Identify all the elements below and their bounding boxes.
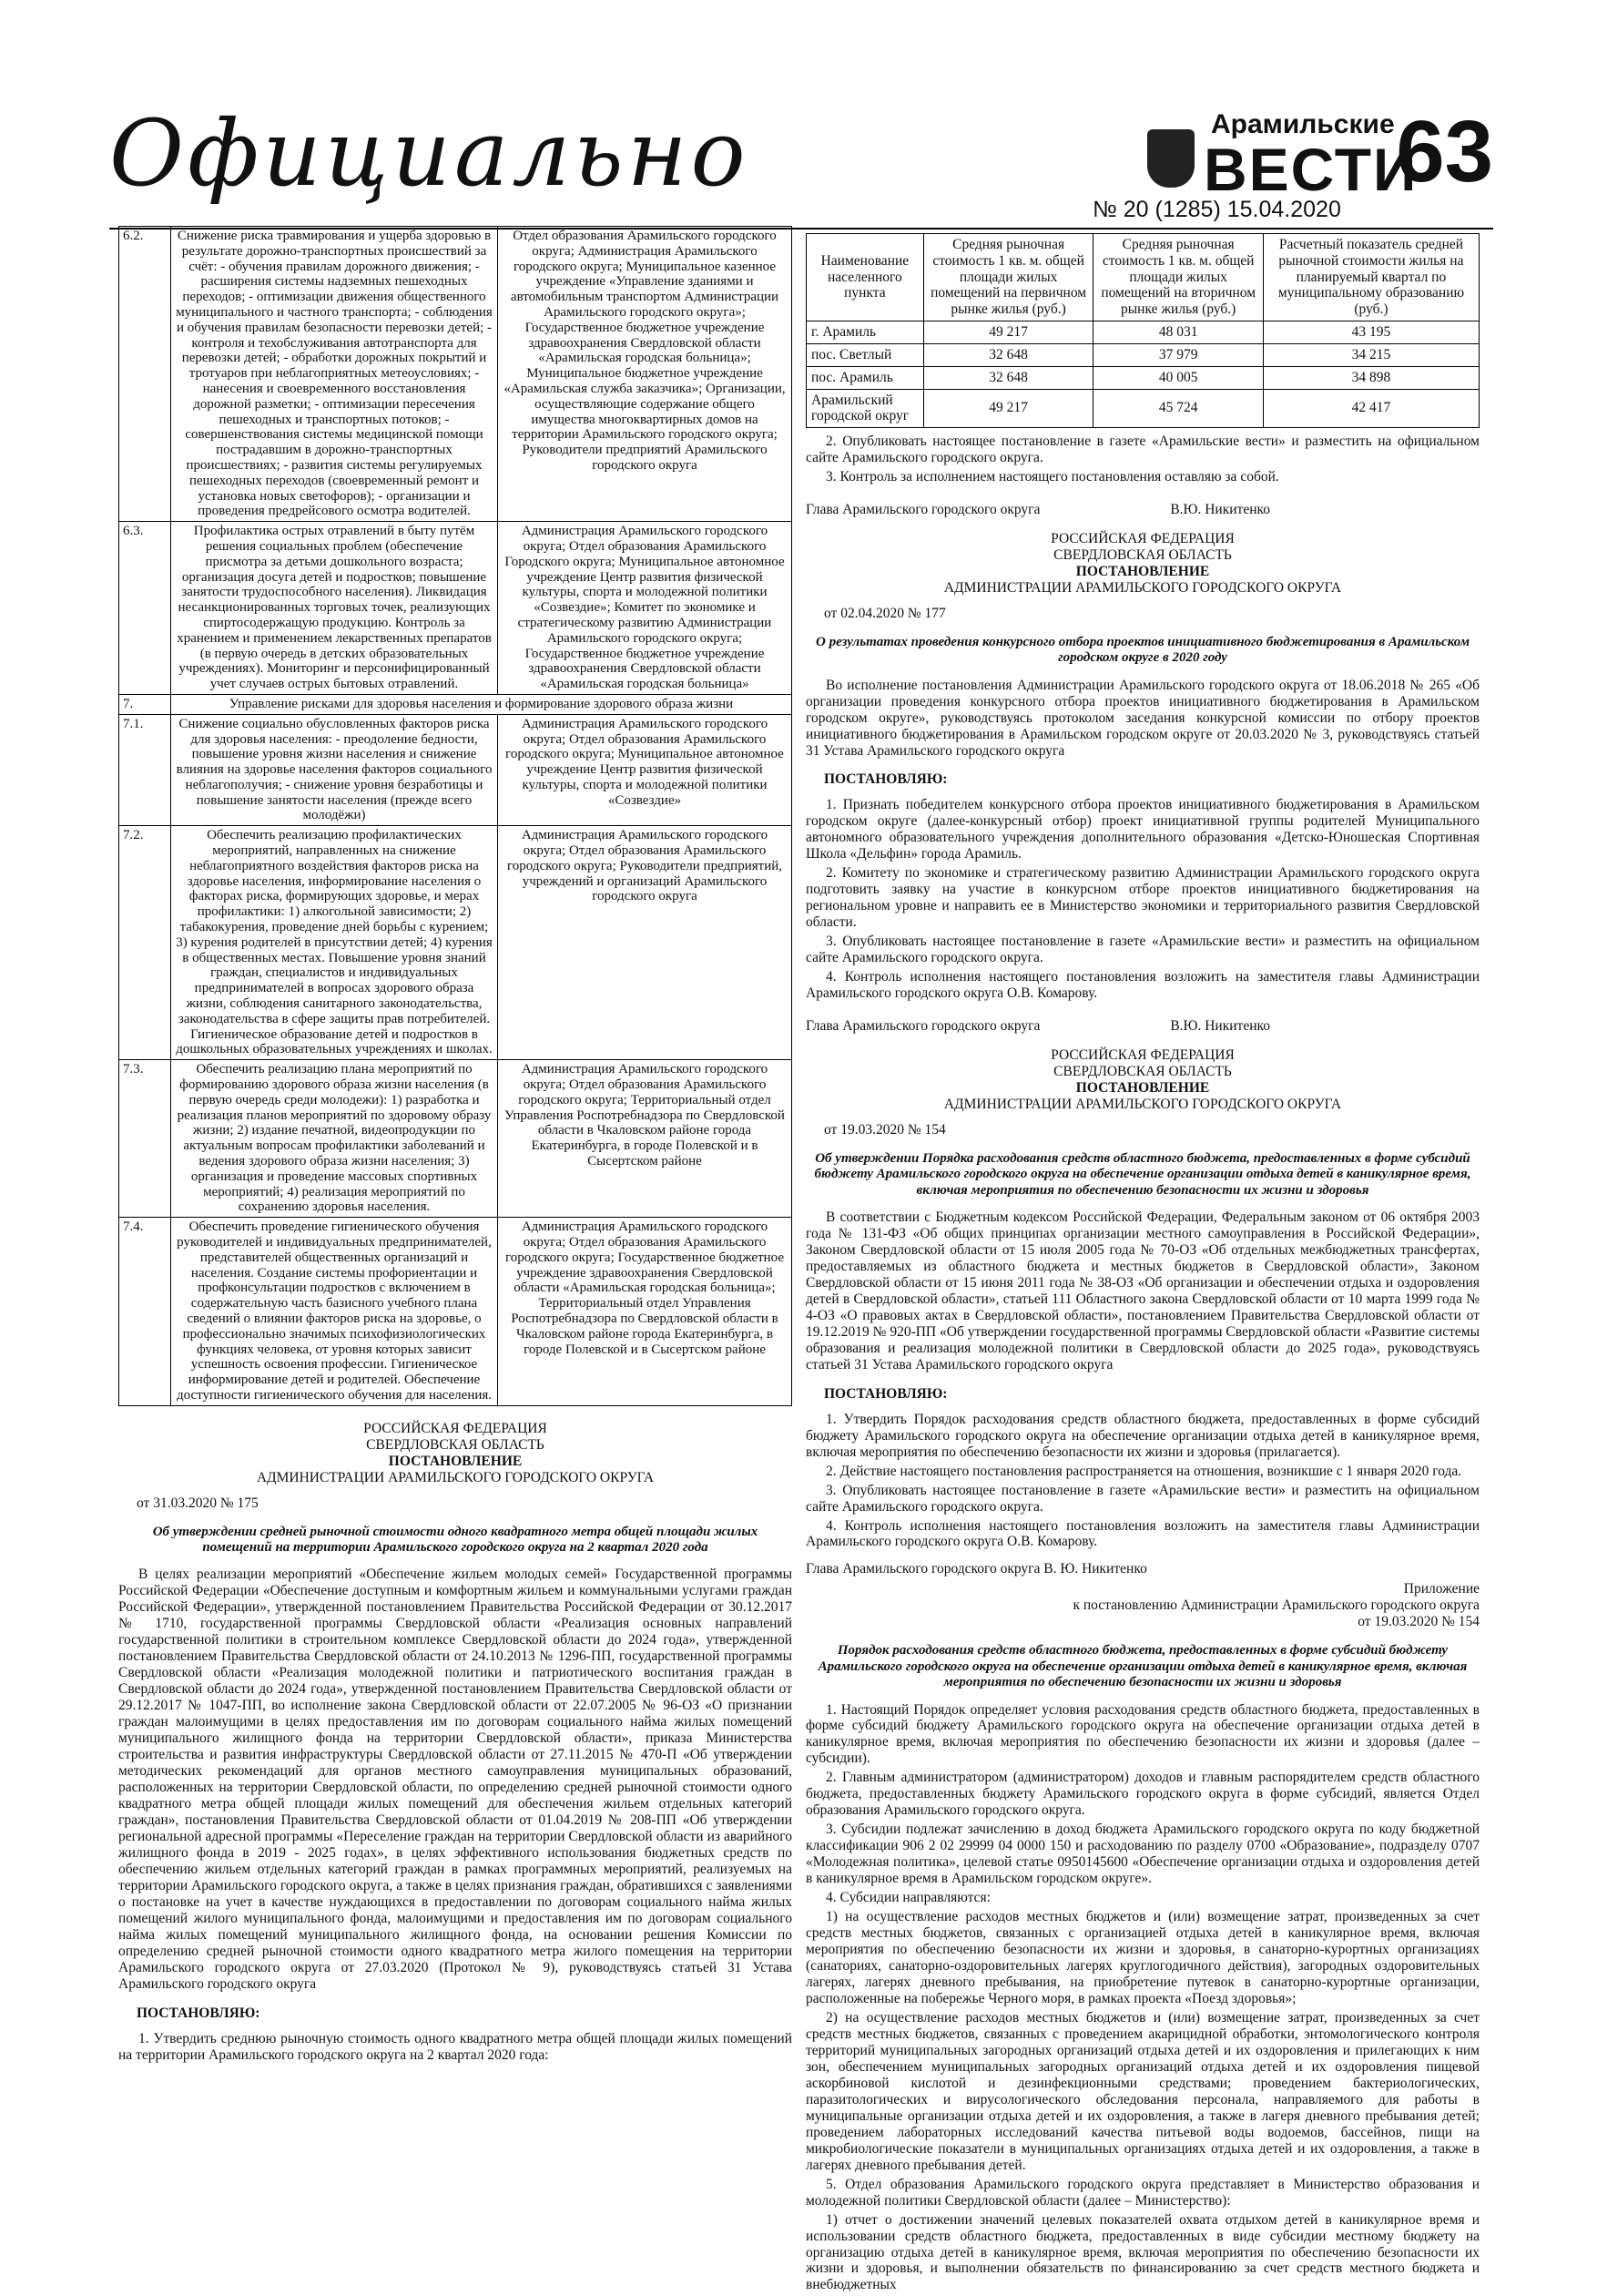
page-header (109, 91, 1493, 222)
section-title: Официально (109, 100, 749, 207)
executor-cell: Администрация Арамильского городского округа; Отдел образования Арамильского городского округа; Территориальный отдел Управления Роспотребнадзора по Свердловской области в Чкаловском районе города Екатеринбурга, в городе Полевской и в Сысертском районе (498, 1060, 792, 1218)
decree-title: О результатах проведения конкурсного отбора проектов инициативного бюджетирования в Арамильском городском округе в 2020 году (815, 634, 1470, 666)
column-header: Средняя рыночная стоимость 1 кв. м. общей площади жилых помещений на вторичном рынке жилья (руб.) (1093, 234, 1263, 321)
signature-line: Глава Арамильского городского округа В. Ю. Никитенко (806, 1561, 1147, 1577)
table-row (807, 366, 1480, 389)
executor-cell: Администрация Арамильского городского округа; Отдел образования Арамильского городского округа; Государственное бюджетное учреждение здравоохранения Свердловской области «Арамильская городская больница»; Территориальный отдел Управления Роспотребнадзора по Свердловской области в Чкаловском районе города Екатеринбурга, в городе Полевской и в Сысертском районе (498, 1218, 792, 1406)
row-number: 7.1. (119, 714, 171, 826)
decree-title: Об утверждении Порядка расходования средств областного бюджета, предоставленных в форме субсидий бюджету Арамильского городского округа на обеспечение организации отдыха детей в каникулярное время, включая мероприятия по обеспечению безопасности их жизни и здоровья (814, 1150, 1471, 1198)
decree-body: Во исполнение постановления Администрации Арамильского городского округа от 18.06.2018 № 265 «Об организации проведения конкурсного отбора проектов инициативного бюджетирования в Арамильском городском округе», руководствуясь протоколом заседания конкурсной комиссии по отбору проектов инициативного бюджетирования в Арамильском городском округе от 20.03.2020 № 3, руководствуясь статьей 31 Устава Арамильского городского округа (806, 677, 1480, 759)
annex-item: 2. Главным администратором (администратором) доходов и главным распорядителем средств областного бюджета, предоставленных бюджету Арамильского городского округа в форме субсидий, является Отдел образования Арамильского городского округа. (806, 1770, 1480, 1819)
price-cell: 40 005 (1093, 366, 1263, 389)
decree-header-line: СВЕРДЛОВСКАЯ ОБЛАСТЬ (366, 1436, 544, 1453)
decree-item: 2. Комитету по экономике и стратегическому развитию Администрации Арамильского городского округа подготовить заявку на участие в конкурсном отборе проектов инициативного бюджетирования на региональном уровне и направить ее в Министерство экономики и территориального развития Свердловской области. (806, 865, 1480, 931)
decree-item: 3. Опубликовать настоящее постановление в газете «Арамильские вести» и разместить на официальном сайте Арамильского городского округа. (806, 934, 1480, 966)
decree-item: 4. Контроль исполнения настоящего постановления возложить на заместителя главы Администрации Арамильского городского округа О.В. Комарову. (806, 1517, 1480, 1550)
table-row (807, 389, 1480, 428)
decree-item: 3. Контроль за исполнением настоящего постановления оставляю за собой. (826, 469, 1279, 485)
annex-item: 5. Отдел образования Арамильского городского округа представляет в Министерство образования и молодежной политики Свердловской области (далее – Министерство): (806, 2176, 1480, 2209)
locality-cell: Арамильский городской округ (807, 389, 924, 428)
decree-header-line: АДМИНИСТРАЦИИ АРАМИЛЬСКОГО ГОРОДСКОГО ОКРУГА (943, 579, 1342, 596)
decree-date: от 19.03.2020 № 154 (824, 1121, 946, 1138)
decree-body: В целях реализации мероприятий «Обеспечение жильем молодых семей» Государственной программы Российской Федерации «Обеспечение доступным и комфортным жильем и коммунальными услугами граждан Российской Федерации», утвержденной постановлением Правительства Российской Федерации от 30.12.2017 № 1710, государственной программы Свердловской области «Реализация основных направлений государственной политики в строительном комплексе Свердловской области до 2024 года», утвержденной постановлением Правительства Свердловской области от 24.10.2013 № 1296-ПП, государственной программы Свердловской области «Реализация молодежной политики и патриотического воспитания граждан в Свердловской области до 2024 года», утвержденной постановлением Правительства Свердловской области от 29.12.2017 № 1047-ПП, во исполнение закона Свердловской области от 22.07.2005 № 96-ОЗ «О признании граждан малоимущими в целях предоставления им по договорам социального найма жилых помещений муниципального жилищного фонда на территории Свердловской области», приказа Министерства строительства и развития инфраструктуры Свердловской области от 27.11.2015 № 470-П «Об утверждении методических рекомендаций для органов местного самоуправления муниципальных образований, расположенных на территории Свердловской области, по определению средней рыночной стоимости одного квадратного метра общей площади жилых помещений для обеспечения жильем отдельных категорий граждан», постановления Правительства Свердловской области от 01.04.2019 № 208-ПП «Об утверждении региональной адресной программы «Переселение граждан на территории Свердловской области из аварийного жилищного фонда в 2019 - 2025 годах», в целях эффективного использования бюджетных средств по обеспечению жильем отдельных категорий граждан в рамках программных мероприятий, реализуемых на территории Арамильского городского округа, а также в целях признания граждан, обратившихся с заявлениями о постановке на учет в качестве нуждающихся в предоставлении по договорам социального найма жилых помещений жилого муниципального фонда, малоимущими и предоставления им по договорам социального найма жилых помещений муниципального жилищного фонда, на основании решения Комиссии по определению средней рыночной стоимости одного квадратного метра жилого помещения на территории Арамильского городского округа от 27.03.2020 (Протокол № 9), руководствуясь статьей 31 Устава Арамильского городского округа (118, 1566, 792, 1992)
table-row (119, 1060, 792, 1218)
annex-item: 1) отчет о достижении значений целевых показателей охвата отдыхом детей в каникулярное время и использовании средств областного бюджета, предоставленных в виде субсидии местному бюджету на организацию отдыха детей в каникулярное время, включая мероприятия по обеспечению безопасности их жизни и здоровья, и выполнении обязательств по финансированию за счет средств местного бюджета и внебюджетных (806, 2211, 1480, 2293)
decree-item: 4. Контроль исполнения настоящего постановления возложить на заместителя главы Администрации Арамильского городского округа О.В. Комарову. (806, 969, 1480, 1002)
measure-cell: Обеспечить реализацию плана мероприятий по формированию здорового образа жизни населения (в первую очередь среди молодежи): 1) разработка и реализация планов мероприятий по здоровому образу жизни; 2) издание печатной, видеопродукции по актуальным вопросам профилактики заболеваний и ведения здорового образа жизни населения; 3) организация и проведение массовых спортивных мероприятий; 4) реализация мероприятий по сохранению здоровья населения. (171, 1060, 498, 1218)
table-row (807, 321, 1480, 344)
price-cell: 43 195 (1263, 321, 1479, 344)
measure-cell: Снижение социально обусловленных факторов риска для здоровья населения: - преодоление бедности, повышение уровня жизни населения и снижение влияния на здоровье населения факторов социального неблагополучия; - снижение уровня безработицы и повышение занятости населения (прежде всего молодёжи) (171, 714, 498, 826)
logo-top-text: Арамильские (1211, 109, 1395, 139)
price-cell: 37 979 (1093, 343, 1263, 366)
decree-177 (806, 531, 1480, 1035)
price-cell: 34 898 (1263, 366, 1479, 389)
table-row (119, 714, 792, 826)
price-cell: 34 215 (1263, 343, 1479, 366)
row-number: 7.2. (119, 826, 171, 1060)
decree-resolve: ПОСТАНОВЛЯЮ: (137, 2005, 260, 2021)
decree-header-line: РОССИЙСКАЯ ФЕДЕРАЦИЯ (1051, 531, 1235, 546)
signature-line (806, 502, 1480, 518)
measures-table (118, 226, 792, 1406)
price-cell: 32 648 (923, 366, 1093, 389)
annex-label: от 19.03.2020 № 154 (1358, 1614, 1480, 1630)
price-table (806, 233, 1480, 428)
measure-cell: Снижение риска травмирования и ущерба здоровью в результате дорожно-транспортных происшествий за счёт: - обучения правилам дорожного движения; - расширения системы надземных пешеходных переходов; - оптимизации движения общественного муниципального и частного транспорта; - соблюдения и обучения правилам безопасности перевозки детей; - контроля и техобслуживания автотранспорта для перевозки детей; - обработки дорожных покрытий и тротуаров при неблагоприятных метеоусловиях; - нанесения и своевременного восстановления дорожной разметки; - оптимизации пересечения пешеходных и транспортных потоков; - совершенствования системы медицинской помощи пострадавшим в дорожно-транспортных происшествиях; - развития системы регулируемых пешеходных переходов (своевременный ремонт и установка новых светофоров); - организации и проведения предрейсового осмотра водителей. (171, 227, 498, 522)
decree-header-line: РОССИЙСКАЯ ФЕДЕРАЦИЯ (1051, 1047, 1235, 1064)
right-column (806, 226, 1480, 2296)
price-cell: 48 031 (1093, 321, 1263, 344)
decree-item: 1. Утвердить Порядок расходования средств областного бюджета, предоставленных в форме субсидий бюджету Арамильского городского округа на обеспечение организации отдыха детей в каникулярное время, включая мероприятия по обеспечению безопасности их жизни и здоровья (прилагается). (806, 1411, 1480, 1460)
table-row (807, 343, 1480, 366)
decree-header-line: ПОСТАНОВЛЕНИЕ (1075, 1079, 1210, 1096)
decree-header-line: ПОСТАНОВЛЕНИЕ (1075, 563, 1210, 579)
decree-date: от 02.04.2020 № 177 (824, 605, 946, 621)
decree-item: 1. Утвердить среднюю рыночную стоимость одного квадратного метра общей площади жилых помещений на территории Арамильского городского округа на 2 квартал 2020 года: (118, 2030, 792, 2063)
decree-header-line: РОССИЙСКАЯ ФЕДЕРАЦИЯ (363, 1420, 547, 1436)
executor-cell: Администрация Арамильского городского округа; Отдел образования Арамильского Городского округа; Муниципальное автономное учреждение Центр развития физической культуры, спорта и молодежной политики «Созвездие»; Комитет по экономике и стратегическому развитию Администрации Арамильского городского округа; Государственное бюджетное учреждение здравоохранения Свердловской области «Арамильская городская больница» (498, 522, 792, 695)
logo-main-text: ВЕСТИ (1204, 136, 1419, 203)
page-number: 63 (1396, 103, 1493, 200)
annex-label: к постановлению Администрации Арамильского городского округа (1073, 1597, 1480, 1614)
row-number: 6.3. (119, 522, 171, 695)
decree-title: Об утверждении средней рыночной стоимости одного квадратного метра общей площади жилых помещений на территории Арамильского городского округа на 2 квартал 2020 года (152, 1524, 758, 1555)
issue-info: № 20 (1285) 15.04.2020 (1093, 197, 1341, 222)
decree-header-line: СВЕРДЛОВСКАЯ ОБЛАСТЬ (1053, 546, 1232, 563)
decree-item: 1. Признать победителем конкурсного отбора проектов инициативного бюджетирования в Арамильском городском округе (далее-конкурсный отбор) проект инициативной группы родителей Муниципального автономного образовательного учреждения дополнительного образования «Детско-Юношеская Спортивная Школа «Дельфин» города Арамиль. (806, 797, 1480, 862)
price-cell: 42 417 (1263, 389, 1479, 428)
section-heading: Управление рисками для здоровья населения и формирование здорового образа жизни (171, 694, 792, 714)
decree-item: 3. Опубликовать настоящее постановление в газете «Арамильские вести» и разместить на официальном сайте Арамильского городского округа. (806, 1482, 1480, 1515)
decree-header-line: СВЕРДЛОВСКАЯ ОБЛАСТЬ (1053, 1064, 1232, 1079)
price-cell: 49 217 (923, 321, 1093, 344)
column-header: Расчетный показатель средней рыночной стоимости жилья на планируемый квартал по муниципальному образованию (руб.) (1263, 234, 1479, 321)
decree-item: 2. Действие настоящего постановления распространяется на отношения, возникшие с 1 января 2020 года. (826, 1463, 1462, 1479)
locality-cell: пос. Светлый (807, 343, 924, 366)
price-cell: 49 217 (923, 389, 1093, 428)
price-cell: 32 648 (923, 343, 1093, 366)
row-number: 6.2. (119, 227, 171, 522)
annex-item: 4. Субсидии направляются: (826, 1890, 991, 1906)
measure-cell: Обеспечить проведение гигиенического обучения руководителей и индивидуальных предпринимателей, представителей общественных организаций и населения. Создание системы профориентации и профконсультации подростков с включением в содержательную часть базисного учебного плана сведений о влиянии факторов риска на здоровье, о профессионально значимых психофизиологических функциях человека, от уровня которых зависит успешность освоения профессии. Гигиеническое информирование детей и родителей. Обеспечение доступности гигиенического обучения для населения. (171, 1218, 498, 1406)
city-emblem-icon (1147, 129, 1195, 188)
decree-header-line: АДМИНИСТРАЦИИ АРАМИЛЬСКОГО ГОРОДСКОГО ОКРУГА (943, 1096, 1342, 1112)
decree-header-line: ПОСТАНОВЛЕНИЕ (388, 1453, 523, 1469)
decree-date: от 31.03.2020 № 175 (137, 1495, 259, 1511)
annex-title: Порядок расходования средств областного бюджета, предоставленных в форме субсидий бюджету Арамильского городского округа на обеспечение организации отдыха детей в каникулярное время, включая мероприятия по обеспечению безопасности их жизни и здоровья (818, 1643, 1468, 1690)
signature-role: Глава Арамильского городского округа (806, 1018, 1041, 1035)
annex-item: 1. Настоящий Порядок определяет условия расходования средств областного бюджета, предоставленных в форме субсидий бюджету Арамильского городского округа на обеспечение организации отдыха детей в каникулярное время, включая мероприятия по обеспечению безопасности их жизни и здоровья (далее – субсидии). (806, 1701, 1480, 1767)
column-header: Средняя рыночная стоимость 1 кв. м. общей площади жилых помещений на первичном рынке жилья (руб.) (923, 234, 1093, 321)
row-number: 7.3. (119, 1060, 171, 1218)
locality-cell: г. Арамиль (807, 321, 924, 344)
column-header: Наименование населенного пункта (807, 234, 924, 321)
decree-154 (806, 1047, 1480, 2293)
table-row (119, 694, 792, 714)
table-row (119, 522, 792, 695)
signature-name: В.Ю. Никитенко (1170, 502, 1270, 518)
annex-label: Приложение (1403, 1581, 1480, 1597)
table-row (119, 1218, 792, 1406)
signature-line (806, 1018, 1480, 1035)
decree-header-line: АДМИНИСТРАЦИИ АРАМИЛЬСКОГО ГОРОДСКОГО ОКРУГА (256, 1469, 655, 1485)
signature-role: Глава Арамильского городского округа (806, 502, 1041, 518)
left-column (118, 226, 792, 2066)
decree-resolve: ПОСТАНОВЛЯЮ: (824, 1385, 948, 1402)
annex-items (806, 1702, 1480, 2294)
decree-175 (118, 1421, 792, 2064)
executor-cell: Администрация Арамильского городского округа; Отдел образования Арамильского городского округа; Руководители предприятий, учреждений и организаций Арамильского городского округа (498, 826, 792, 1060)
annex-item: 1) на осуществление расходов местных бюджетов и (или) возмещение затрат, произведенных за счет средств местных бюджетов, связанных с организацией отдыха детей в каникулярное время, включая мероприятия по обеспечению безопасности их жизни и здоровья, в санаторно-курортных организациях (санаториях, санаторно-оздоровительных лагерях круглогодичного действия), загородных оздоровительных лагерях, лагерях дневного пребывания, на приобретение путевок в санаторно-курортные организации, расположенные на побережье Черного моря, в рамках проекта «Поезд здоровья»; (806, 1909, 1480, 2006)
locality-cell: пос. Арамиль (807, 366, 924, 389)
executor-cell: Отдел образования Арамильского городского округа; Администрация Арамильского городского округа; Муниципальное казенное учреждение «Управление зданиями и автомобильным транспортом Администрации Арамильского городского округа»; Государственное бюджетное учреждение здравоохранения Свердловской области «Арамильская городская больница»; Муниципальное бюджетное учреждение «Арамильская служба заказчика»; Организации, осуществляющие содержание общего имущества многоквартирных домов на территории Арамильского городского округа; Руководители предприятий Арамильского городского округа (498, 227, 792, 522)
newspaper-logo (1102, 104, 1419, 204)
annex-item: 3. Субсидии подлежат зачислению в доход бюджета Арамильского городского округа по коду бюджетной классификации 906 2 02 29999 04 0000 150 и расходованию по разделу 0700 «Образование», подразделу 0707 «Молодежная политика», целевой статье 0950145600 «Обеспечение организации отдыха и оздоровления детей в каникулярное время в Арамильском городском округе». (806, 1821, 1480, 1887)
price-cell: 45 724 (1093, 389, 1263, 428)
annex-item: 2) на осуществление расходов местных бюджетов и (или) возмещение затрат, произведенных за счет средств местных бюджетов, связанных с проведением акарицидной обработки, энтомологического контроля территорий муниципальных загородных организаций отдыха детей и их оздоровления и прилегающих к ним зон, обеспечением муниципальных загородных организаций отдыха детей и их оздоровления пищевой аскорбиновой кислотой и дезинфекционными средствами; проведением бактериологических, паразитологических и вирусологического обследования персонала, направляемого для работы в муниципальные организации отдыха детей и их оздоровления, а также в лагеря дневного пребывания детей; проведением лабораторных исследований качества питьевой воды водоемов, бассейнов, пищи на микробиологические показатели в муниципальных организациях отдыха детей и их оздоровления, а также в лагерях дневного пребывания детей. (806, 2009, 1480, 2173)
measure-cell: Профилактика острых отравлений в быту путём решения социальных проблем (обеспечение присмотра за детьми дошкольного возраста; организация досуга детей и подростков; повышение занятости трудоспособного населения). Ликвидация несанкционированных торговых точек, реализующих спиртосодержащую продукцию. Контроль за хранением и применением лекарственных препаратов (в первую очередь в детских образовательных учреждениях). Мониторинг и персонифицированный учет случаев острых бытовых отравлений. (171, 522, 498, 695)
row-number: 7.4. (119, 1218, 171, 1406)
signature-name: В.Ю. Никитенко (1170, 1018, 1270, 1035)
decree-175-continuation (806, 434, 1480, 518)
decree-item: 2. Опубликовать настоящее постановление в газете «Арамильские вести» и разместить на официальном сайте Арамильского городского округа. (806, 434, 1480, 466)
row-number: 7. (119, 694, 171, 714)
table-row (119, 826, 792, 1060)
table-row (119, 227, 792, 522)
decree-body: В соответствии с Бюджетным кодексом Российской Федерации, Федеральным законом от 06 октября 2003 года № 131-ФЗ «Об общих принципах организации местного самоуправления в Российской Федерации», Законом Свердловской области от 15 июля 2005 года № 70-ОЗ «Об отдельных межбюджетных трансфертах, предоставляемых из областного бюджета и местных бюджетов в Свердловской области», Законом Свердловской области от 15 июня 2011 года № 38-ОЗ «Об организации и обеспечении отдыха и оздоровления детей в Свердловской области», статьей 111 Областного закона Свердловской области от 10 марта 1999 года № 4-ОЗ «О правовых актах в Свердловской области», постановлением Правительства Свердловской области от 19.12.2019 № 920-ПП «Об утверждении государственной программы Свердловской области «Развитие системы образования и реализация молодежной политики в Свердловской области до 2025 года», руководствуясь статьей 31 Устава Арамильского городского округа (806, 1209, 1480, 1372)
measure-cell: Обеспечить реализацию профилактических мероприятий, направленных на снижение неблагоприятного воздействия факторов риска на здоровье населения, информирование населения о факторах риска, формирующих здоровье, и мерах профилактики: 1) алкогольной зависимости; 2) табакокурения, проведение дней борьбы с курением; 3) курения родителей в присутствии детей; 4) курения в общественных местах. Повышение уровня знаний граждан, специалистов и индивидуальных предпринимателей в вопросах здорового образа жизни, соблюдения санитарного законодательства, законодательства в сфере защиты прав потребителей. Гигиеническое образование детей и подростков в дошкольных образовательных учреждениях и школах. (171, 826, 498, 1060)
executor-cell: Администрация Арамильского городского округа; Отдел образования Арамильского городского округа; Муниципальное автономное учреждение Центр развития физической культуры, спорта и молодежной политики «Созвездие» (498, 714, 792, 826)
decree-resolve: ПОСТАНОВЛЯЮ: (824, 771, 948, 788)
